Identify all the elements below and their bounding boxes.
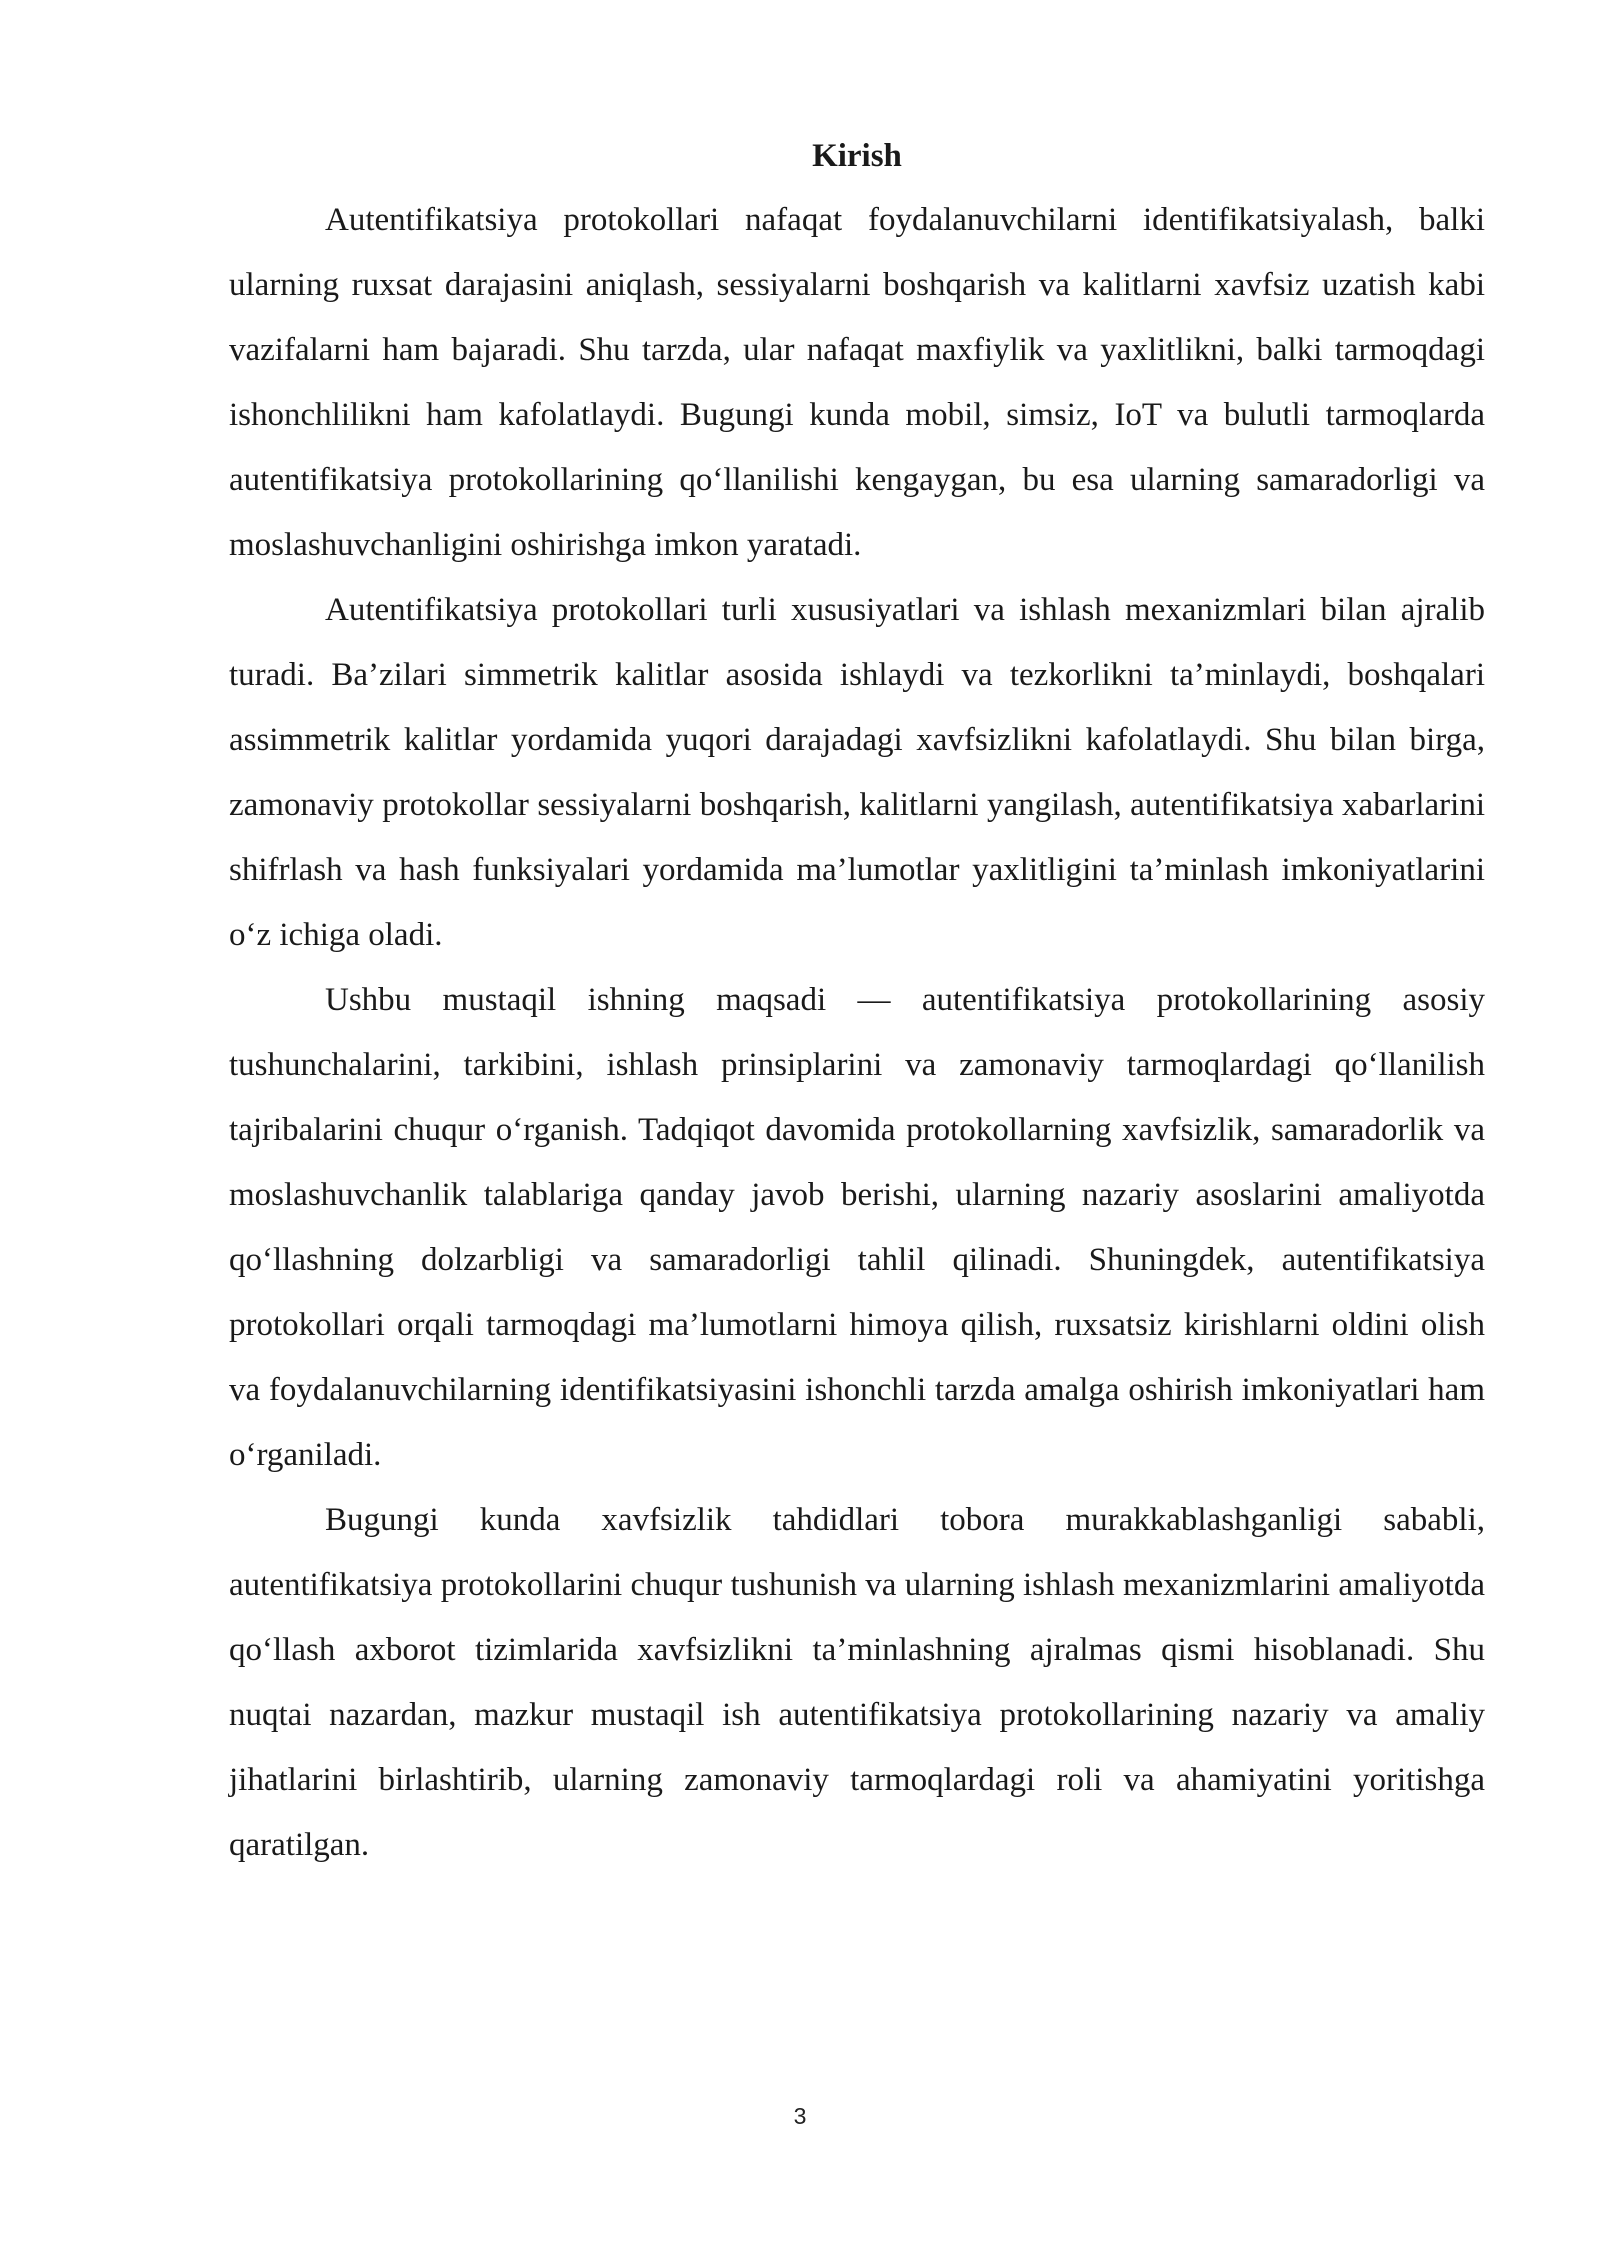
- paragraph-1: Autentifikatsiya protokollari nafaqat foydalanuvchilarni identifikatsiyalash, balki ularning ruxsat darajasini aniqlash, sessiyalarni boshqarish va kalitlarni xavfsiz uzatish kabi vazifalarni ham bajaradi. Shu tarzda, ular nafaqat maxfiylik va yaxlitlikni, balki tarmoqdagi ishonchlilikni ham kafolatlaydi. Bugungi kunda mobil, simsiz, IoT va bulutli tarmoqlarda autentifikatsiya protokollarining qo‘llanilishi kengaygan, bu esa ularning samaradorligi va moslashuvchanligini oshirishga imkon yaratadi.: [229, 202, 1485, 563]
- paragraph-3: Ushbu mustaqil ishning maqsadi — autentifikatsiya protokollarining asosiy tushunchalarini, tarkibini, ishlash prinsiplarini va zamonaviy tarmoqlardagi qo‘llanilish tajribalarini chuqur o‘rganish. Tadqiqot davomida protokollarning xavfsizlik, samaradorlik va moslashuvchanlik talablariga qanday javob berishi, ularning nazariy asoslarini amaliyotda qo‘llashning dolzarbligi va samaradorligi tahlil qilinadi. Shuningdek, autentifikatsiya protokollari orqali tarmoqdagi ma’lumotlarni himoya qilish, ruxsatsiz kirishlarni oldini olish va foydalanuvchilarning identifikatsiyasini ishonchli tarzda amalga oshirish imkoniyatlari ham o‘rganiladi.: [229, 982, 1485, 1473]
- section-title: Kirish: [812, 138, 902, 174]
- paragraph-2: Autentifikatsiya protokollari turli xususiyatlari va ishlash mexanizmlari bilan ajralib turadi. Ba’zilari simmetrik kalitlar asosida ishlaydi va tezkorlikni ta’minlaydi, boshqalari assimmetrik kalitlar yordamida yuqori darajadagi xavfsizlikni kafolatlaydi. Shu bilan birga, zamonaviy protokollar sessiyalarni boshqarish, kalitlarni yangilash, autentifikatsiya xabarlarini shifrlash va hash funksiyalari yordamida ma’lumotlar yaxlitligini ta’minlash imkoniyatlarini o‘z ichiga oladi.: [229, 592, 1485, 953]
- paragraph-4: Bugungi kunda xavfsizlik tahdidlari tobora murakkablashganligi sababli, autentifikatsiya protokollarini chuqur tushunish va ularning ishlash mexanizmlarini amaliyotda qo‘llash axborot tizimlarida xavfsizlikni ta’minlashning ajralmas qismi hisoblanadi. Shu nuqtai nazardan, mazkur mustaqil ish autentifikatsiya protokollarining nazariy va amaliy jihatlarini birlashtirib, ularning zamonaviy tarmoqlardagi roli va ahamiyatini yoritishga qaratilgan.: [229, 1502, 1485, 1863]
- page-number: 3: [793, 2103, 807, 2129]
- document-page: [229, 128, 1485, 1878]
